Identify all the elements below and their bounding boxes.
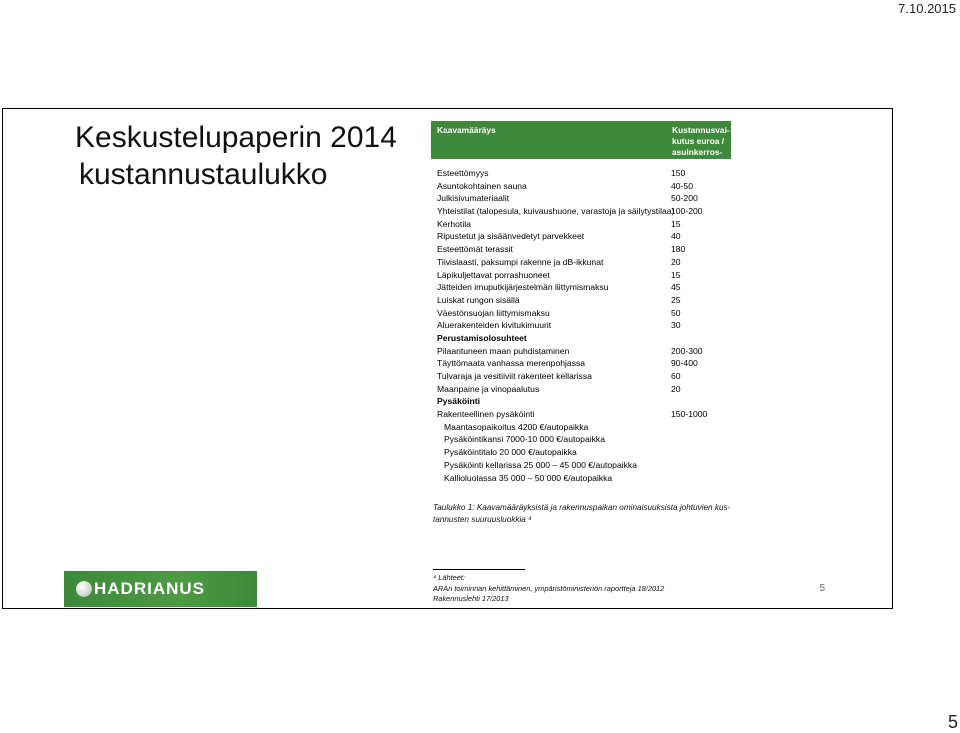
row-label: Perustamisolosuhteet <box>437 332 527 343</box>
table-row <box>431 332 731 345</box>
table-row <box>431 218 731 231</box>
row-label: Esteettömyys <box>437 168 489 178</box>
table-row <box>431 294 731 307</box>
row-value: 50 <box>671 307 681 318</box>
row-value: 100-200 <box>671 206 703 217</box>
row-value: 40 <box>671 231 681 242</box>
row-value: 20 <box>671 383 681 394</box>
row-value: 60 <box>671 371 681 381</box>
slide-title-line2: kustannustaulukko <box>79 158 328 191</box>
row-value: 30 <box>671 320 681 331</box>
slide-title <box>75 119 397 193</box>
footnote-divider <box>433 569 525 570</box>
row-label: Ripustetut ja sisäänvedetyt parvekkeet <box>437 231 585 242</box>
table-header <box>431 121 731 168</box>
table-row <box>431 243 731 256</box>
row-value: 90-400 <box>671 358 698 369</box>
logo-text: HADRIANUS <box>94 579 205 598</box>
table-row <box>431 383 731 396</box>
row-value: 15 <box>671 269 681 280</box>
caption-line: tannusten suuruusluokkia ⁴ <box>433 515 532 524</box>
table-row <box>431 256 731 269</box>
row-label: Läpikuljettavat porrashuoneet <box>437 269 550 280</box>
caption-line: Taulukko 1: Kaavamääräyksistä ja rakennuspaikan ominaisuuksista johtuvien kus- <box>433 503 731 512</box>
slide-number: 5 <box>819 583 825 594</box>
table-body <box>431 167 731 484</box>
table-row <box>431 472 731 485</box>
table-header-value-line: asuinkerros-m² <box>672 147 723 168</box>
table-row <box>431 281 731 294</box>
row-value: 180 <box>671 244 686 255</box>
table-row <box>431 421 731 434</box>
row-label: Pysäköintikansi 7000-10 000 €/autopaikka <box>444 434 606 445</box>
row-value: 50-200 <box>671 193 698 204</box>
row-value: 150 <box>671 168 686 178</box>
row-value: 150-1000 <box>671 409 708 420</box>
table-row <box>431 459 731 472</box>
row-label: Pysäköintitalo 20 000 €/autopaikka <box>444 447 577 458</box>
row-value: 45 <box>671 282 681 293</box>
row-label: Pilaantuneen maan puhdistaminen <box>437 345 570 356</box>
table-row <box>431 408 731 421</box>
table-row <box>431 319 731 332</box>
row-value: 40-50 <box>671 180 693 191</box>
row-value: 20 <box>671 256 681 267</box>
slide <box>2 108 893 609</box>
row-value: 200-300 <box>671 345 703 356</box>
page-number: 5 <box>947 712 958 732</box>
page-date: 7.10.2015 <box>898 1 956 16</box>
row-label: Rakenteellinen pysäköinti <box>437 409 535 420</box>
table-row <box>431 433 731 446</box>
row-label: Pysäköinti <box>437 396 480 407</box>
row-value: 15 <box>671 218 681 229</box>
row-label: Täyttömaata vanhassa merenpohjassa <box>437 358 586 369</box>
table-row <box>431 205 731 218</box>
footnote <box>433 573 664 605</box>
globe-icon <box>76 581 92 597</box>
slide-title-line1: Keskustelupaperin 2014 <box>75 121 397 154</box>
table-header-value <box>672 125 732 169</box>
row-label: Jätteiden imuputkijärjestelmän liittymismaksu <box>437 282 609 293</box>
row-label: Väestönsuojan liittymismaksu <box>437 307 550 318</box>
table-header-value-line: kutus euroa / <box>672 136 725 146</box>
row-label: Kallioluolassa 35 000 – 50 000 €/autopaikka <box>444 472 613 483</box>
table-header-label: Kaavamääräys <box>437 125 496 135</box>
row-label: Esteettömät terassit <box>437 244 513 255</box>
hadrianus-logo <box>64 571 257 607</box>
table-row <box>431 269 731 282</box>
table-row <box>431 307 731 320</box>
row-label: Luiskat rungon sisällä <box>437 294 520 305</box>
cost-table <box>431 121 731 484</box>
table-row <box>431 167 731 180</box>
table-row <box>431 357 731 370</box>
table-row <box>431 395 731 408</box>
row-label: Tiivislaasti, paksumpi rakenne ja dB-ikkunat <box>437 256 604 267</box>
table-header-value-line: Kustannusvai- <box>672 125 730 135</box>
row-label: Maanpaine ja vinopaalutus <box>437 383 540 394</box>
table-row <box>431 192 731 205</box>
table-row <box>431 446 731 459</box>
row-value: 25 <box>671 294 681 305</box>
row-label: Maantasopaikoitus 4200 €/autopaikka <box>444 421 589 432</box>
row-label: Aluerakenteiden kivitukimuurit <box>437 320 552 331</box>
table-row <box>431 370 731 383</box>
row-label: Pysäköinti kellarissa 25 000 – 45 000 €/autopaikka <box>444 459 638 470</box>
footnote-heading: ⁴ Lähteet: <box>433 573 465 582</box>
footnote-line: ARAn toiminnan kehittäminen, ympäristöministeriön raportteja 18/2012 <box>433 583 665 593</box>
row-label: Asuntokohtainen sauna <box>437 180 527 191</box>
row-label: Yhteistilat (talopesula, kuivaushuone, varastoja ja säilytystilaa) <box>437 206 675 217</box>
table-row <box>431 345 731 358</box>
footnote-line: Rakennuslehti 17/2013 <box>433 594 509 603</box>
table-row <box>431 230 731 243</box>
row-label: Tulvaraja ja vesitiiviit rakenteet kellarissa <box>437 371 592 381</box>
table-row <box>431 180 731 193</box>
row-label: Kerhotila <box>437 218 471 229</box>
table-caption <box>433 502 743 526</box>
row-label: Julkisivumateriaalit <box>437 193 510 204</box>
